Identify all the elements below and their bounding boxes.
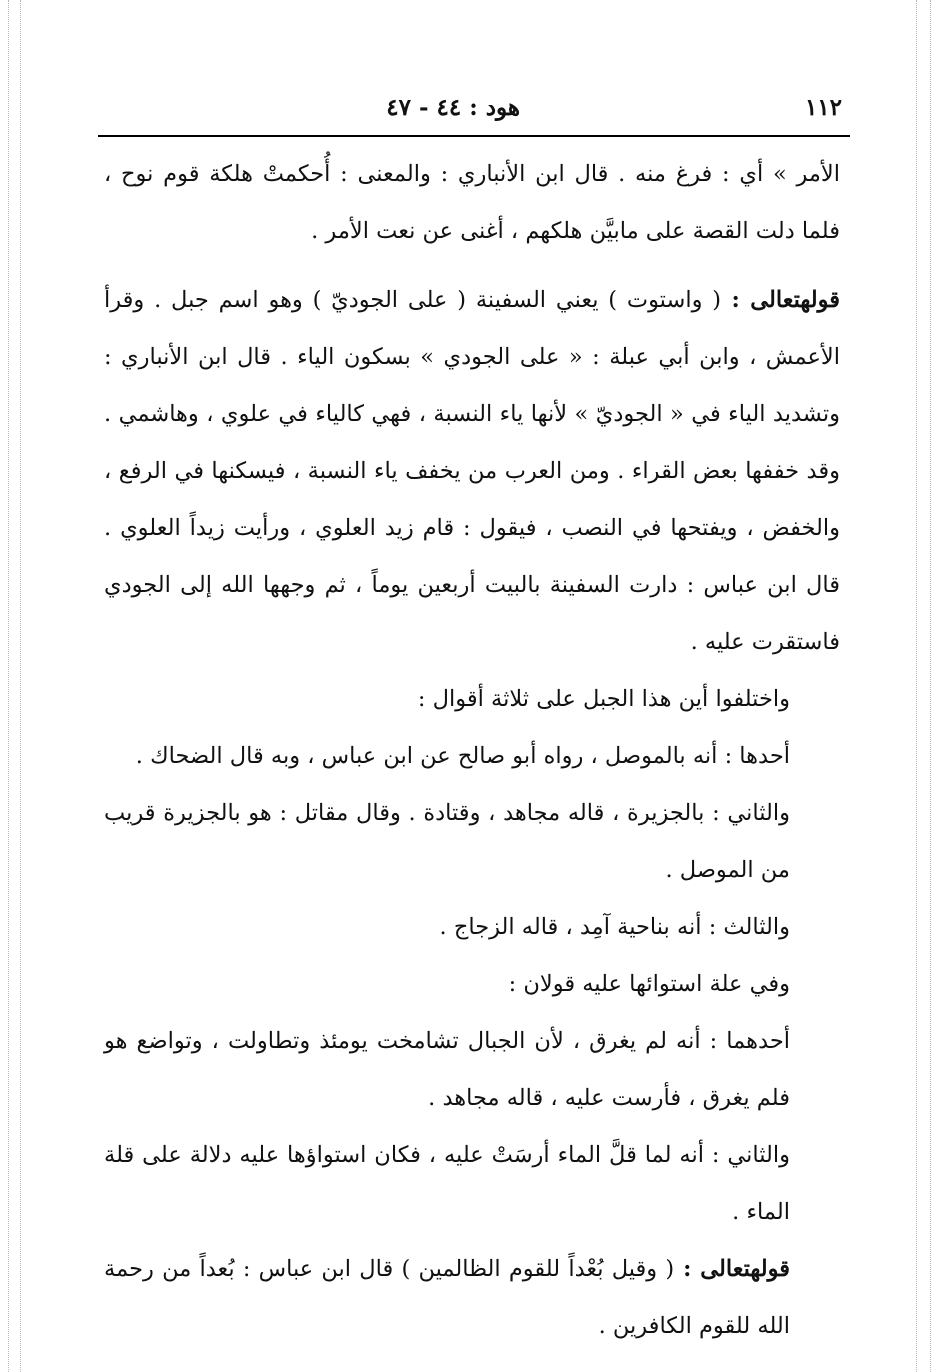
paragraph [104,146,840,260]
page-header [100,88,850,130]
paragraph [104,728,840,785]
paragraph [104,272,840,671]
paragraph [104,1241,840,1355]
margin-dotted-line [930,0,931,1372]
paragraph-text: الأمر » أي : فرغ منه . قال ابن الأنباري : والمعنى : أُحكمتْ هلكة قوم نوح ، فلما دلت القصة على مابيَّن هلكهم ، أغنى عن نعت الأمر . [104,161,840,244]
paragraph-text: ( وقيل بُعْداً للقوم الظالمين ) قال ابن عباس : بُعداً من رحمة الله للقوم الكافرين . [104,1256,790,1339]
paragraph [104,785,840,899]
paragraph [104,671,840,728]
margin-dotted-line [20,0,21,1372]
paragraph-text: واختلفوا أين هذا الجبل على ثلاثة أقوال : [417,686,790,712]
running-title: هود : ٤٤ - ٤٧ [386,94,520,121]
paragraph [104,899,840,956]
paragraph [104,1127,840,1241]
header-rule [98,135,850,137]
body-text [104,146,840,1355]
margin-dotted-line [8,0,9,1372]
paragraph-text: أحدهما : أنه لم يغرق ، لأن الجبال تشامخت يومئذ وتطاولت ، وتواضع هو فلم يغرق ، فأرست عليه ، قاله مجاهد . [104,1028,790,1111]
page-number: ١١٢ [804,94,842,121]
paragraph-text: أحدها : أنه بالموصل ، رواه أبو صالح عن ابن عباس ، وبه قال الضحاك . [135,743,790,769]
paragraph-lead: قولهتعالى : [721,287,841,313]
paragraph-lead: قولهتعالى : [674,1256,791,1282]
paragraph-text: وفي علة استوائها عليه قولان : [508,971,790,997]
paragraph-text: والثاني : أنه لما قلَّ الماء أرسَتْ عليه ، فكان استواؤها عليه دلالة على قلة الماء . [104,1142,790,1225]
paragraph [104,956,840,1013]
margin-dotted-line [916,0,917,1372]
paragraph [104,1013,840,1127]
paragraph-text: والثاني : بالجزيرة ، قاله مجاهد ، وقتادة . وقال مقاتل : هو بالجزيرة قريب من الموصل . [104,800,790,883]
paragraph-text: والثالث : أنه بناحية آمِد ، قاله الزجاج . [439,914,790,940]
paragraph-text: ( واستوت ) يعني السفينة ( على الجوديّ ) وهو اسم جبل . وقرأ الأعمش ، وابن أبي عبلة : « على الجودي » بسكون الياء . قال ابن الأنباري : وتشديد الياء في « الجوديّ » لأنها ياء النسبة ، فهي كالياء في علوي ، وهاشمي . وقد خففها بعض القراء . ومن العرب من يخفف ياء النسبة ، فيسكنها في الرفع ، والخفض ، ويفتحها في النصب ، فيقول : قام زيد العلوي ، ورأيت زيداً العلوي . قال ابن عباس : دارت السفينة بالبيت أربعين يوماً ، ثم وجهها الله إلى الجودي فاستقرت عليه . [104,287,840,655]
